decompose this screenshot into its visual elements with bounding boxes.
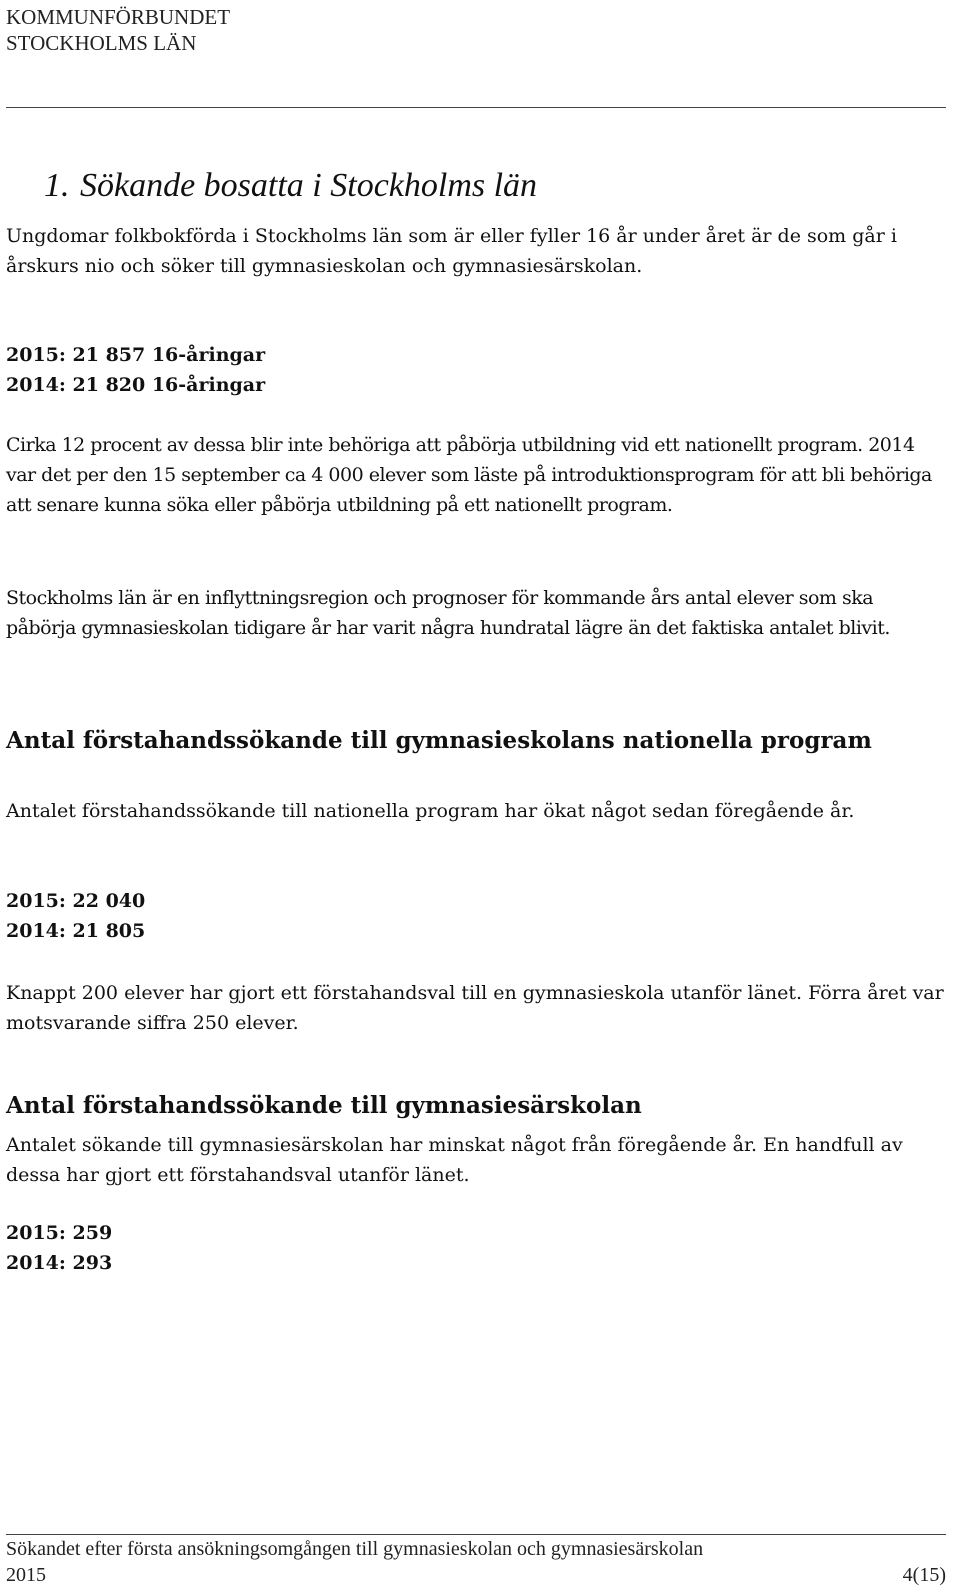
- footer-divider: [6, 1534, 946, 1535]
- page-footer: [6, 1536, 946, 1588]
- stat-2014: 2014: 293: [6, 1252, 113, 1274]
- stat-2015: 2015: 259: [6, 1222, 113, 1244]
- section-2-paragraph-2: Knappt 200 elever har gjort ett förstahandsval till en gymnasieskola utanför länet. Förra året var motsvarande siffra 250 elever.: [6, 982, 944, 1034]
- section-3-intro: Antalet sökande till gymnasiesärskolan har minskat något från föregående år. En handfull av dessa har gjort ett förstahandsval utanför länet.: [6, 1134, 903, 1186]
- stat-2014: 2014: 21 820 16-åringar: [6, 374, 266, 396]
- stat-2015: 2015: 22 040: [6, 890, 146, 912]
- section-1-heading: [44, 166, 537, 206]
- stat-2015: 2015: 21 857 16-åringar: [6, 344, 266, 366]
- footer-title: Sökandet efter första ansökningsomgången till gymnasieskolan och gymnasiesärskolan: [6, 1538, 704, 1560]
- org-line-1: KOMMUNFÖRBUNDET: [6, 5, 231, 29]
- section-3-stats: [6, 1218, 946, 1278]
- page-number: 4(15): [902, 1564, 946, 1586]
- section-1-title: Sökande bosatta i Stockholms län: [80, 167, 538, 204]
- section-2-stats: [6, 886, 946, 946]
- section-2-heading: Antal förstahandssökande till gymnasieskolans nationella program: [6, 727, 872, 754]
- section-1-paragraph-3: Stockholms län är en inflyttningsregion och prognoser för kommande års antal elever som ska påbörja gymnasieskolan tidigare år har varit några hundratal lägre än det faktiska antalet blivit.: [6, 587, 890, 639]
- footer-year: 2015: [6, 1564, 46, 1586]
- stat-2014: 2014: 21 805: [6, 920, 146, 942]
- section-1-number: 1.: [44, 167, 70, 204]
- section-2-intro: Antalet förstahandssökande till nationella program har ökat något sedan föregående år.: [6, 800, 855, 822]
- section-1-stats: [6, 340, 946, 400]
- section-1-paragraph-2: Cirka 12 procent av dessa blir inte behöriga att påbörja utbildning vid ett nationellt program. 2014 var det per den 15 september ca 4 000 elever som läste på introduktionsprogram för att bli behöriga att senare kunna söka eller påbörja utbildning på ett nationellt program.: [6, 434, 932, 516]
- header-divider: [6, 107, 946, 108]
- organization-name: [6, 4, 230, 56]
- section-3-heading: Antal förstahandssökande till gymnasiesärskolan: [6, 1092, 642, 1119]
- org-line-2: STOCKHOLMS LÄN: [6, 31, 197, 55]
- section-1-intro: Ungdomar folkbokförda i Stockholms län som är eller fyller 16 år under året är de som går i årskurs nio och söker till gymnasieskolan och gymnasiesärskolan.: [6, 225, 897, 277]
